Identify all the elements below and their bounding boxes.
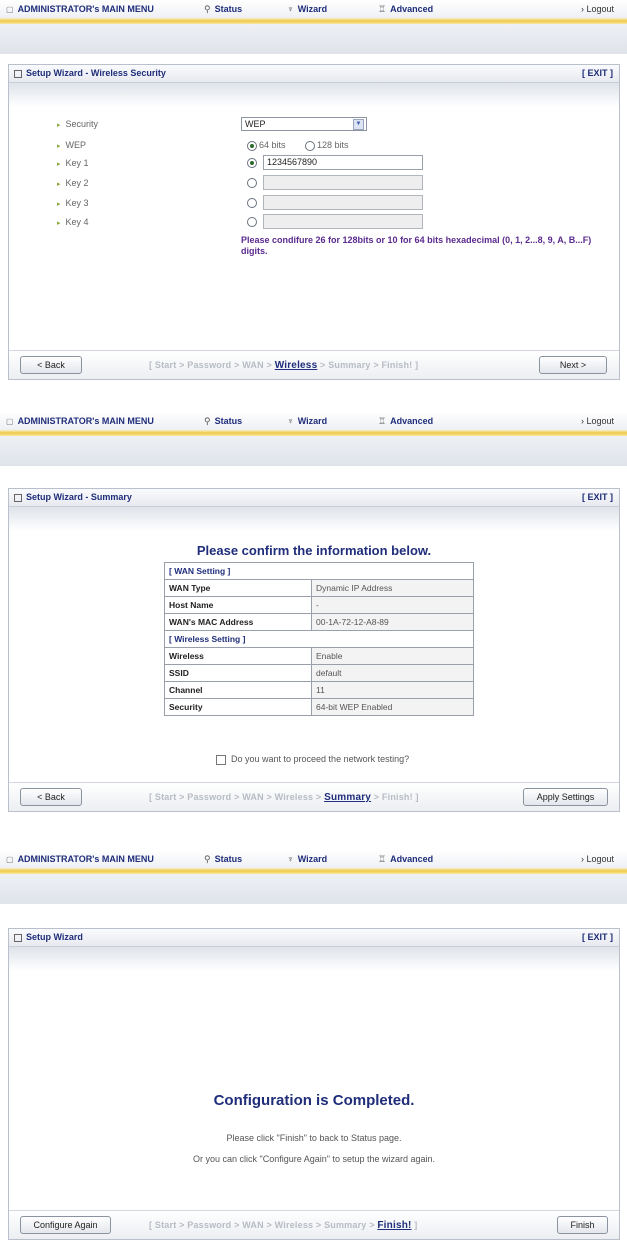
admin-main-menu[interactable] [6, 854, 154, 864]
key4-input[interactable] [263, 214, 423, 229]
wep-128-radio[interactable] [305, 141, 315, 151]
menu-square-icon: ▢ [6, 5, 14, 14]
breadcrumb [149, 1220, 417, 1231]
menu-advanced-label: Advanced [390, 416, 434, 426]
panel-title-text: Setup Wizard [26, 932, 83, 942]
header-gradient [0, 874, 627, 904]
breadcrumb-start: [ Start > Password > WAN > Wireless > Summary > [149, 1220, 378, 1230]
channel-label: Channel [165, 682, 312, 699]
exit-link[interactable]: [ EXIT ] [582, 492, 613, 502]
key3-label-text: Key 3 [65, 198, 89, 208]
table-row [165, 614, 474, 631]
header-gradient [0, 24, 627, 54]
key2-input[interactable] [263, 175, 423, 190]
breadcrumb-rest: Summary > Finish! [328, 360, 413, 370]
next-button[interactable]: Next > [539, 356, 607, 374]
menu-wizard[interactable] [287, 416, 327, 426]
wan-section-header: [ WAN Setting ] [165, 563, 474, 580]
ssid-value: default [312, 665, 474, 682]
status-icon: ⚲ [204, 416, 211, 426]
breadcrumb-current: Finish! [377, 1220, 412, 1231]
table-row [165, 563, 474, 580]
security-select-value: WEP [245, 119, 266, 129]
breadcrumb [149, 360, 418, 371]
exit-link[interactable]: [ EXIT ] [582, 68, 613, 78]
table-row [165, 682, 474, 699]
security-label-text: Security [65, 119, 99, 129]
key1-label-text: Key 1 [65, 158, 89, 168]
key1-input-value: 1234567890 [267, 157, 318, 167]
wizard-panel [8, 928, 620, 1240]
panel-footer [9, 782, 619, 811]
menu-advanced[interactable] [378, 416, 433, 427]
menu-wizard-label: Wizard [297, 4, 328, 14]
key3-input[interactable] [263, 195, 423, 210]
wizard-panel [8, 64, 620, 380]
menu-advanced[interactable] [378, 4, 433, 15]
hex-digits-note: Please condifure 26 for 128bits or 10 for 64 bits hexadecimal (0, 1, 2...8, 9, A, B...F) digits. [241, 235, 592, 256]
menu-advanced-label: Advanced [390, 854, 434, 864]
panel-header [9, 65, 619, 83]
table-row [165, 580, 474, 597]
admin-main-menu[interactable] [6, 416, 154, 426]
host-name-label: Host Name [165, 597, 312, 614]
wep-64-radio[interactable] [247, 141, 257, 151]
security-label [57, 119, 98, 129]
menu-square-icon: ▢ [6, 855, 14, 864]
channel-value: 11 [312, 682, 474, 699]
menu-status-label: Status [214, 4, 243, 14]
top-menu-bar [0, 412, 627, 431]
breadcrumb-current: Summary [324, 792, 372, 803]
ssid-label: SSID [165, 665, 312, 682]
security-label: Security [165, 699, 312, 716]
menu-status[interactable] [204, 416, 242, 427]
configure-again-instruction: Or you can click "Configure Again" to setup the wizard again. [192, 1154, 436, 1164]
wireless-section-header: [ Wireless Setting ] [165, 631, 474, 648]
wan-type-value: Dynamic IP Address [312, 580, 474, 597]
network-test-label: Do you want to proceed the network testing? [231, 754, 410, 764]
wep-label [57, 140, 86, 150]
completion-heading: Configuration is Completed. [213, 1092, 415, 1109]
panel-gradient [9, 507, 619, 531]
top-menu-bar [0, 0, 627, 19]
bullet-icon: ▸ [57, 161, 61, 168]
key2-label-text: Key 2 [65, 178, 89, 188]
table-row [165, 631, 474, 648]
admin-main-menu-label: ADMINISTRATOR's MAIN MENU [17, 416, 154, 426]
wep-label-text: WEP [65, 140, 87, 150]
table-row [165, 648, 474, 665]
wizard-icon: ♆ [287, 416, 294, 426]
key4-radio[interactable] [247, 217, 257, 227]
exit-link[interactable]: [ EXIT ] [582, 932, 613, 942]
panel-title [14, 492, 132, 502]
panel-footer [9, 1210, 619, 1239]
wizard-icon: ♆ [287, 4, 294, 14]
bullet-icon: ▸ [57, 143, 61, 150]
back-button[interactable]: < Back [20, 788, 82, 806]
breadcrumb-start: [ Start > Password > WAN > [149, 360, 275, 370]
menu-wizard[interactable] [287, 854, 327, 864]
breadcrumb-sep: > [317, 360, 329, 370]
bullet-icon: ▸ [57, 220, 61, 227]
advanced-icon: ♖ [378, 854, 387, 864]
menu-status-label: Status [214, 416, 243, 426]
wep-128-label: 128 bits [317, 140, 349, 150]
wep-64-label: 64 bits [259, 140, 286, 150]
panel-title [14, 932, 83, 942]
admin-main-menu[interactable] [6, 4, 154, 14]
apply-settings-button[interactable]: Apply Settings [523, 788, 608, 806]
breadcrumb-end: ] [412, 360, 419, 370]
bullet-icon: ▸ [57, 181, 61, 188]
breadcrumb-end: ] [411, 1220, 418, 1230]
wan-type-label: WAN Type [165, 580, 312, 597]
breadcrumb-start: [ Start > Password > WAN > Wireless > [149, 792, 325, 802]
network-test-checkbox[interactable] [216, 755, 226, 765]
panel-square-icon [14, 70, 22, 78]
menu-status[interactable] [204, 4, 242, 15]
menu-status-label: Status [214, 854, 243, 864]
panel-title-text: Setup Wizard - Wireless Security [26, 68, 166, 78]
key1-radio[interactable] [247, 158, 257, 168]
panel-footer [9, 350, 619, 379]
panel-square-icon [14, 934, 22, 942]
key2-radio[interactable] [247, 178, 257, 188]
logout-link[interactable]: › Logout [581, 416, 615, 426]
finish-button[interactable]: Finish [557, 1216, 608, 1234]
admin-main-menu-label: ADMINISTRATOR's MAIN MENU [17, 4, 154, 14]
wireless-label: Wireless [165, 648, 312, 665]
key4-label-text: Key 4 [65, 217, 89, 227]
key1-label [57, 158, 89, 168]
menu-status[interactable] [204, 854, 242, 865]
menu-wizard-label: Wizard [297, 416, 328, 426]
summary-heading: Please confirm the information below. [196, 543, 432, 558]
logout-link[interactable]: › Logout [581, 854, 615, 864]
key3-radio[interactable] [247, 198, 257, 208]
configure-again-button[interactable]: Configure Again [20, 1216, 111, 1234]
logout-link[interactable]: › Logout [581, 4, 615, 14]
host-name-value: - [312, 597, 474, 614]
key3-label [57, 198, 89, 208]
panel-title [14, 68, 166, 78]
menu-square-icon: ▢ [6, 417, 14, 426]
table-row [165, 665, 474, 682]
panel-square-icon [14, 494, 22, 502]
key1-input[interactable] [263, 155, 423, 170]
chevron-down-icon: ▼ [353, 119, 364, 130]
menu-wizard-label: Wizard [297, 854, 328, 864]
key4-label [57, 217, 89, 227]
breadcrumb-current: Wireless [274, 360, 318, 371]
finish-instruction: Please click "Finish" to back to Status page. [226, 1133, 402, 1143]
bullet-icon: ▸ [57, 122, 61, 129]
advanced-icon: ♖ [378, 4, 387, 14]
menu-advanced[interactable] [378, 854, 433, 865]
status-icon: ⚲ [204, 854, 211, 864]
top-menu-bar [0, 850, 627, 869]
breadcrumb-end: > Finish! ] [371, 792, 419, 802]
menu-advanced-label: Advanced [390, 4, 434, 14]
header-gradient [0, 436, 627, 466]
wizard-icon: ♆ [287, 854, 294, 864]
mac-address-label: WAN's MAC Address [165, 614, 312, 631]
advanced-icon: ♖ [378, 416, 387, 426]
panel-title-text: Setup Wizard - Summary [26, 492, 132, 502]
wireless-value: Enable [312, 648, 474, 665]
panel-header [9, 929, 619, 947]
table-row [165, 699, 474, 716]
bullet-icon: ▸ [57, 201, 61, 208]
panel-gradient [9, 83, 619, 107]
status-icon: ⚲ [204, 4, 211, 14]
back-button[interactable]: < Back [20, 356, 82, 374]
menu-wizard[interactable] [287, 4, 327, 14]
mac-address-value: 00-1A-72-12-A8-89 [312, 614, 474, 631]
security-select[interactable] [241, 117, 367, 131]
wizard-panel [8, 488, 620, 812]
admin-main-menu-label: ADMINISTRATOR's MAIN MENU [17, 854, 154, 864]
summary-table [164, 562, 474, 716]
key2-label [57, 178, 89, 188]
table-row [165, 597, 474, 614]
security-value: 64-bit WEP Enabled [312, 699, 474, 716]
panel-header [9, 489, 619, 507]
breadcrumb [149, 792, 419, 803]
panel-gradient [9, 947, 619, 971]
